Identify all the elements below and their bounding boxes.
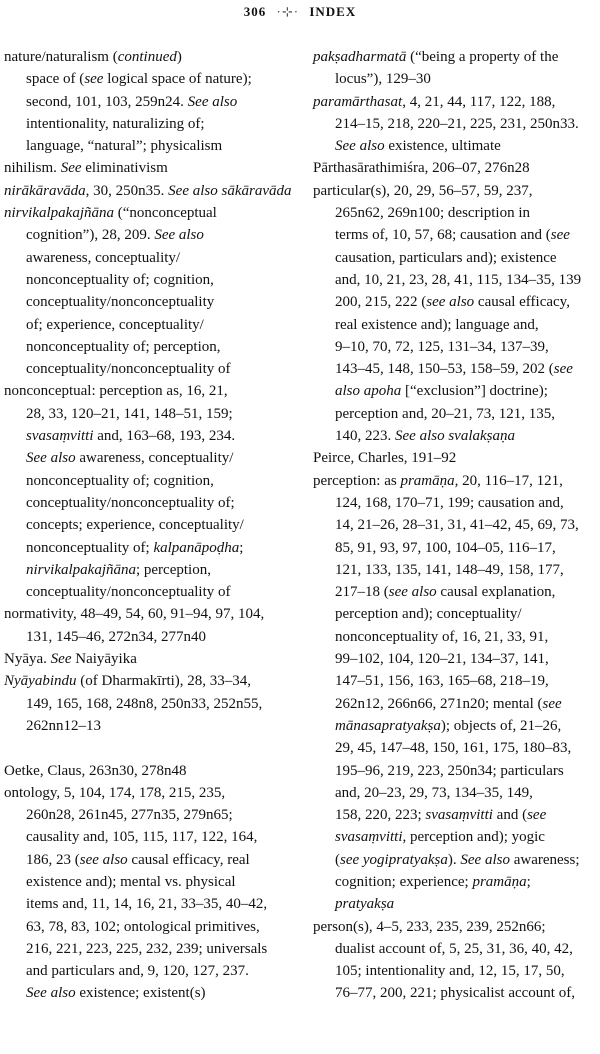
right-column xyxy=(313,46,600,1005)
italic-term: also apoha xyxy=(335,383,402,400)
entry-text: 105; intentionality and, 12, 15, 17, 50, xyxy=(335,963,565,980)
entry-text: 158, 220, 223; xyxy=(335,807,426,824)
index-subentry-line xyxy=(313,760,600,782)
entry-text: 260n28, 261n45, 277n35, 279n65; xyxy=(26,807,233,824)
entry-text: ( xyxy=(335,851,340,868)
index-subentry-line xyxy=(4,269,300,291)
index-subentry-line xyxy=(4,893,300,915)
entry-text: 76–77, 200, 221; physicalist account of, xyxy=(335,985,575,1002)
entry-text: nature/naturalism ( xyxy=(4,49,118,65)
entry-text: dualist account of, 5, 25, 31, 36, 40, 42, xyxy=(335,940,573,957)
entry-text: 217–18 ( xyxy=(335,584,389,601)
index-entry-line xyxy=(313,91,600,113)
entry-text: and, 163–68, 193, 234. xyxy=(93,428,236,445)
index-subentry-line xyxy=(4,425,300,447)
entry-text: 28, 33, 120–21, 141, 148–51, 159; xyxy=(26,405,233,422)
index-entry-line xyxy=(313,46,600,68)
index-subentry-line xyxy=(313,425,600,447)
italic-term: see xyxy=(84,71,104,88)
italic-term: See also xyxy=(460,851,510,868)
entry-text: 262n12, 266n66, 271n20; mental ( xyxy=(335,695,543,712)
entry-text: [“exclusion”] doctrine); xyxy=(401,383,548,400)
index-subentry-line xyxy=(4,291,300,313)
index-entry-line xyxy=(4,760,300,782)
entry-text: logical space of nature); xyxy=(103,71,252,88)
index-subentry-line xyxy=(313,982,600,1004)
entry-text: Peirce, Charles, 191–92 xyxy=(313,450,457,467)
index-entry-line xyxy=(4,46,300,68)
entry-text: ; perception, xyxy=(135,561,211,578)
italic-term: pramāṇa xyxy=(472,873,527,890)
index-subentry-line xyxy=(4,559,300,581)
index-subentry-line xyxy=(4,358,300,380)
index-subentry-line xyxy=(4,693,300,715)
index-subentry-line xyxy=(313,380,600,402)
entry-text: 9–10, 70, 72, 125, 131–34, 137–39, xyxy=(335,338,549,355)
index-subentry-line xyxy=(4,982,300,1004)
entry-text: particular(s), 20, 29, 56–57, 59, 237, xyxy=(313,182,533,199)
entry-text: causal efficacy, xyxy=(474,294,570,311)
index-subentry-line xyxy=(313,826,600,848)
entry-text: causality and, 105, 115, 117, 122, 164, xyxy=(26,829,258,846)
index-entry-line xyxy=(4,202,300,224)
entry-text: awareness, conceptuality/ xyxy=(75,450,234,467)
index-entry-line xyxy=(313,470,600,492)
entry-text: space of ( xyxy=(26,71,85,88)
index-entry-line xyxy=(4,180,300,202)
index-subentry-line xyxy=(4,447,300,469)
entry-text: conceptuality/nonconceptuality of xyxy=(26,361,231,378)
index-subentry-line xyxy=(4,403,300,425)
index-subentry-line xyxy=(4,849,300,871)
page-number: 306 xyxy=(243,4,267,19)
index-entry-line xyxy=(4,603,300,625)
header-title: INDEX xyxy=(309,4,357,19)
italic-term: pakṣadharmatā xyxy=(313,49,407,65)
italic-term: continued xyxy=(117,49,177,65)
index-subentry-line xyxy=(4,514,300,536)
index-subentry-line xyxy=(4,626,300,648)
entry-text: perception and, 20–21, 73, 121, 135, xyxy=(335,405,555,422)
entry-text: and, 10, 21, 23, 28, 41, 115, 134–35, 139 xyxy=(335,271,582,288)
italic-term: svasaṃvitti xyxy=(425,807,493,824)
index-subentry-line xyxy=(4,938,300,960)
entry-text: ). xyxy=(447,851,461,868)
entry-text: nonconceptuality of; cognition, xyxy=(26,472,214,489)
entry-text: , 20, 116–17, 121, xyxy=(454,472,563,489)
entry-text: real existence and); language and, xyxy=(335,316,539,333)
italic-term: See also sākāravāda xyxy=(168,182,292,199)
entry-text: concepts; experience, conceptuality/ xyxy=(26,517,244,534)
entry-text: 186, 23 ( xyxy=(26,851,80,868)
index-subentry-line xyxy=(313,514,600,536)
entry-text: 29, 45, 147–48, 150, 161, 175, 180–83, xyxy=(335,740,572,757)
entry-text: , 30, 250n35. xyxy=(85,182,169,199)
index-subentry-line xyxy=(313,247,600,269)
italic-term: nirvikalpakajñāna xyxy=(26,561,136,578)
italic-term: see yogipratyakṣa xyxy=(340,851,448,868)
italic-term: kalpanāpoḍha xyxy=(153,539,240,556)
running-header xyxy=(0,4,600,20)
left-column xyxy=(4,46,300,1005)
italic-term: see xyxy=(550,227,570,244)
entry-text: ; xyxy=(526,873,531,890)
index-subentry-line xyxy=(4,826,300,848)
italic-term: mānasapratyakṣa xyxy=(335,717,441,734)
ornament-icon: ·⊹· xyxy=(276,4,300,19)
entry-text: 214–15, 218, 220–21, 225, 231, 250n33. xyxy=(335,115,579,132)
entry-text: ; xyxy=(239,539,244,556)
index-subentry-line xyxy=(313,224,600,246)
italic-term: see also xyxy=(79,851,128,868)
index-subentry-line xyxy=(313,648,600,670)
italic-term: see xyxy=(542,695,562,712)
entry-text: 140, 223. xyxy=(335,428,395,445)
index-subentry-line xyxy=(313,559,600,581)
index-subentry-line xyxy=(313,202,600,224)
entry-text: (“nonconceptual xyxy=(113,205,217,222)
index-entry-line xyxy=(4,670,300,692)
index-subentry-line xyxy=(4,871,300,893)
italic-term: see xyxy=(553,361,573,378)
italic-term: Nyāyabindu xyxy=(4,673,77,690)
entry-gap xyxy=(4,737,300,759)
entry-text: 147–51, 156, 163, 165–68, 218–19, xyxy=(335,673,549,690)
entry-text: causal efficacy, real xyxy=(127,851,250,868)
entry-text: ); objects of, 21–26, xyxy=(440,717,562,734)
entry-text: nonconceptuality of; cognition, xyxy=(26,271,214,288)
italic-term: pramāṇa xyxy=(400,472,455,489)
entry-text: intentionality, naturalizing of; xyxy=(26,115,205,132)
entry-text: 262nn12–13 xyxy=(26,717,101,734)
italic-term: svasaṃvitti xyxy=(26,428,94,445)
index-subentry-line xyxy=(4,492,300,514)
index-subentry-line xyxy=(4,247,300,269)
entry-text: 143–45, 148, 150–53, 158–59, 202 ( xyxy=(335,361,554,378)
entry-text: existence, ultimate xyxy=(384,138,501,155)
entry-text: second, 101, 103, 259n24. xyxy=(26,93,188,110)
entry-text: conceptuality/nonconceptuality of xyxy=(26,584,231,601)
index-entry-line xyxy=(4,157,300,179)
italic-term: See also xyxy=(187,93,238,110)
entry-text: nonconceptuality of, 16, 21, 33, 91, xyxy=(335,628,549,645)
index-subentry-line xyxy=(313,68,600,90)
index-subentry-line xyxy=(4,113,300,135)
entry-text: 265n62, 269n100; description in xyxy=(335,205,530,222)
entry-text: and ( xyxy=(492,807,528,824)
entry-text: conceptuality/nonconceptuality xyxy=(26,294,215,311)
entry-text: cognition; experience; xyxy=(335,873,473,890)
entry-text: nonconceptual: perception as, 16, 21, xyxy=(4,383,228,400)
index-subentry-line xyxy=(313,113,600,135)
index-subentry-line xyxy=(313,603,600,625)
index-subentry-line xyxy=(313,960,600,982)
entry-text: 14, 21–26, 28–31, 31, 41–42, 45, 69, 73, xyxy=(335,517,579,534)
index-subentry-line xyxy=(313,135,600,157)
italic-term: See xyxy=(50,651,72,668)
entry-text: awareness; xyxy=(509,851,580,868)
entry-text: Nyāya. xyxy=(4,651,51,668)
entry-text: conceptuality/nonconceptuality of; xyxy=(26,494,235,511)
entry-text: , 4, 21, 44, 117, 122, 188, xyxy=(402,93,556,110)
index-subentry-line xyxy=(313,715,600,737)
entry-text: of; experience, conceptuality/ xyxy=(26,316,204,333)
index-subentry-line xyxy=(313,670,600,692)
italic-term: See also xyxy=(335,138,385,155)
entry-text: ) xyxy=(176,49,182,65)
index-subentry-line xyxy=(4,916,300,938)
italic-term: nirākāravāda xyxy=(4,182,86,199)
entry-text: 85, 91, 93, 97, 100, 104–05, 116–17, xyxy=(335,539,556,556)
italic-term: paramārthasat xyxy=(313,93,403,110)
entry-text: Naiyāyika xyxy=(71,651,137,668)
index-subentry-line xyxy=(313,693,600,715)
italic-term: pratyakṣa xyxy=(335,896,395,913)
entry-text: (“being a property of the xyxy=(406,49,559,65)
entry-text: Pārthasārathimiśra, 206–07, 276n28 xyxy=(313,160,530,177)
index-subentry-line xyxy=(4,336,300,358)
entry-text: normativity, 48–49, 54, 60, 91–94, 97, 104, xyxy=(4,606,265,623)
italic-term: See xyxy=(60,160,82,177)
entry-text: 149, 165, 168, 248n8, 250n33, 252n55, xyxy=(26,695,263,712)
italic-term: See also xyxy=(154,227,204,244)
entry-text: locus”), 129–30 xyxy=(335,71,431,88)
italic-term: nirvikalpakajñāna xyxy=(4,205,114,222)
index-subentry-line xyxy=(313,804,600,826)
index-subentry-line xyxy=(4,715,300,737)
index-subentry-line xyxy=(4,91,300,113)
entry-text: existence; existent(s) xyxy=(75,985,206,1002)
italic-term: svasaṃvitti xyxy=(335,829,403,846)
entry-text: eliminativism xyxy=(81,160,168,177)
index-subentry-line xyxy=(313,403,600,425)
index-entry-line xyxy=(313,157,600,179)
italic-term: see also xyxy=(426,294,475,311)
entry-text: nonconceptuality of; xyxy=(26,539,154,556)
index-subentry-line xyxy=(313,938,600,960)
index-subentry-line xyxy=(4,135,300,157)
index-entry-line xyxy=(313,447,600,469)
entry-text: perception: as xyxy=(313,472,401,489)
entry-text: 216, 221, 223, 225, 232, 239; universals xyxy=(26,940,268,957)
entry-text: causal explanation, xyxy=(436,584,556,601)
entry-text: causation, particulars and); existence xyxy=(335,249,557,266)
index-subentry-line xyxy=(313,269,600,291)
entry-text: awareness, conceptuality/ xyxy=(26,249,181,266)
entry-text: perception and); conceptuality/ xyxy=(335,606,522,623)
index-subentry-line xyxy=(4,314,300,336)
entry-text: 200, 215, 222 ( xyxy=(335,294,427,311)
entry-text: language, “natural”; physicalism xyxy=(26,138,223,155)
entry-text: nonconceptuality of; perception, xyxy=(26,338,221,355)
index-subentry-line xyxy=(313,492,600,514)
index-subentry-line xyxy=(313,314,600,336)
entry-text: 124, 168, 170–71, 199; causation and, xyxy=(335,494,564,511)
entry-text: cognition”), 28, 209. xyxy=(26,227,155,244)
index-subentry-line xyxy=(313,782,600,804)
index-subentry-line xyxy=(313,626,600,648)
index-subentry-line xyxy=(313,336,600,358)
entry-text: (of Dharmakīrti), 28, 33–34, xyxy=(76,673,252,690)
entry-text: 131, 145–46, 272n34, 277n40 xyxy=(26,628,206,645)
index-subentry-line xyxy=(313,871,600,893)
italic-term: See also xyxy=(26,985,76,1002)
entry-text: and particulars and, 9, 120, 127, 237. xyxy=(26,963,249,980)
index-subentry-line xyxy=(313,537,600,559)
index-entry-line xyxy=(4,782,300,804)
index-subentry-line xyxy=(4,804,300,826)
index-subentry-line xyxy=(313,358,600,380)
entry-text: person(s), 4–5, 233, 235, 239, 252n66; xyxy=(313,918,546,935)
entry-text: 63, 78, 83, 102; ontological primitives, xyxy=(26,918,260,935)
index-subentry-line xyxy=(4,960,300,982)
index-entry-line xyxy=(4,380,300,402)
entry-text: terms of, 10, 57, 68; causation and ( xyxy=(335,227,551,244)
index-subentry-line xyxy=(313,581,600,603)
index-subentry-line xyxy=(313,893,600,915)
index-subentry-line xyxy=(313,737,600,759)
index-entry-line xyxy=(313,180,600,202)
index-subentry-line xyxy=(4,581,300,603)
entry-text: nihilism. xyxy=(4,160,61,177)
entry-text: ontology, 5, 104, 174, 178, 215, 235, xyxy=(4,784,226,801)
index-subentry-line xyxy=(4,470,300,492)
entry-text: 99–102, 104, 120–21, 134–37, 141, xyxy=(335,651,549,668)
italic-term: see xyxy=(527,807,547,824)
index-subentry-line xyxy=(4,68,300,90)
italic-term: See also svalakṣaṇa xyxy=(395,428,515,445)
entry-text: items and, 11, 14, 16, 21, 33–35, 40–42, xyxy=(26,896,268,913)
entry-text: existence and); mental vs. physical xyxy=(26,873,236,890)
index-entry-line xyxy=(4,648,300,670)
index-entry-line xyxy=(313,916,600,938)
index-subentry-line xyxy=(4,224,300,246)
entry-text: and, 20–23, 29, 73, 134–35, 149, xyxy=(335,784,533,801)
entry-text: , perception and); yogic xyxy=(402,829,545,846)
italic-term: See also xyxy=(26,450,76,467)
index-subentry-line xyxy=(313,291,600,313)
entry-text: 121, 133, 135, 141, 148–49, 158, 177, xyxy=(335,561,564,578)
index-subentry-line xyxy=(4,537,300,559)
italic-term: see also xyxy=(388,584,437,601)
index-subentry-line xyxy=(313,849,600,871)
entry-text: Oetke, Claus, 263n30, 278n48 xyxy=(4,762,187,779)
entry-text: 195–96, 219, 223, 250n34; particulars xyxy=(335,762,564,779)
